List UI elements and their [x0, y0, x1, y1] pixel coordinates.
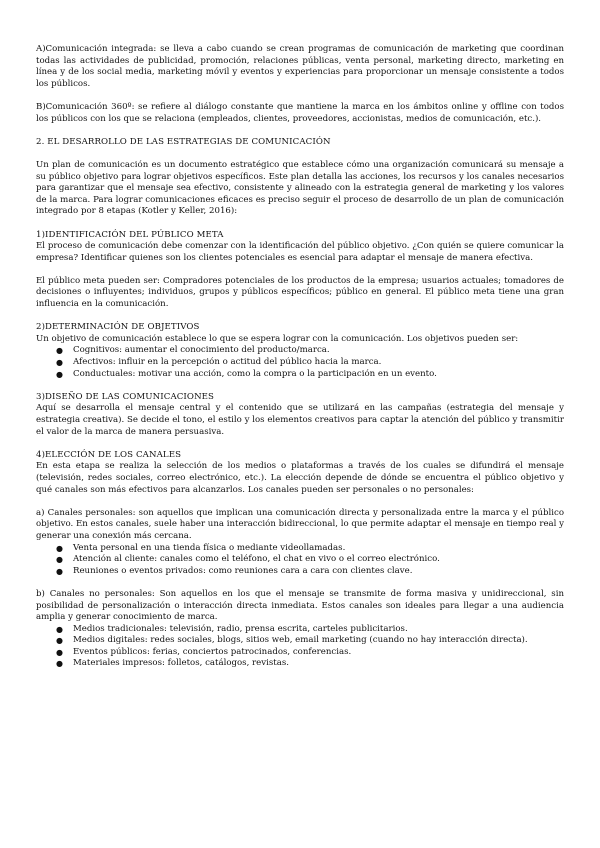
bullet-icon: ● — [56, 636, 63, 646]
paragraph-comunicacion-360: B)Comunicación 360º: se refiere al diálogo constante que mantiene la marca en los ámbitos online y offline con todos los públicos con los que se relaciona (empleados, clientes, proveedores, accionistas, medios de comunicación, etc.). — [36, 101, 564, 124]
heading-determinacion-objetivos: 2)DETERMINACIÓN DE OBJETIVOS — [36, 322, 200, 333]
paragraph-comunicacion-integrada: A)Comunicación integrada: se lleva a cabo cuando se crean programas de comunicación de marketing que coordinan todas las actividades de publicidad, promoción, relaciones públicas, venta personal, marketing directo, marketing en línea y de los social media, marketing móvil y eventos y experiencias para proporcionar un mensaje consistente a todos los públicos. — [36, 44, 564, 89]
paragraph-diseno: Aquí se desarrolla el mensaje central y el contenido que se utilizará en las campañas (estrategia del mensaje y estrategia creativa). Se decide el tono, el estilo y los elementos creativos para captar la atención del público y transmitir el valor de la marca de manera persuasiva. — [36, 403, 564, 437]
bullet-icon: ● — [56, 647, 63, 657]
paragraph-canales-no-personales: b) Canales no personales: Son aquellos en los que el mensaje se transmite de forma masiva y unidireccional, sin posibilidad de personalización o interacción directa inmediata. Estos canales son ideales para llegar a una audiencia amplia y generar conocimiento de marca. — [36, 588, 564, 623]
bullet-icon: ● — [56, 369, 63, 379]
list-item: ● Medios digitales: redes sociales, blogs, sitios web, email marketing (cuando no hay interacción directa). — [56, 635, 528, 646]
list-item: ● Atención al cliente: canales como el teléfono, el chat en vivo o el correo electrónico. — [56, 554, 440, 565]
paragraph-objetivos: Un objetivo de comunicación establece lo que se espera lograr con la comunicación. Los objetivos pueden ser: — [36, 333, 519, 344]
list-objetivos — [36, 345, 564, 380]
list-item: ● Reuniones o eventos privados: como reuniones cara a cara con clientes clave. — [56, 565, 413, 576]
bullet-icon: ● — [56, 659, 63, 669]
heading-eleccion-canales: 4)ELECCIÓN DE LOS CANALES — [36, 449, 182, 460]
section-2-title: 2. EL DESARROLLO DE LAS ESTRATEGIAS DE COMUNICACIÓN — [36, 136, 331, 147]
list-item: ● Afectivos: influir en la percepción o actitud del público hacia la marca. — [56, 357, 382, 368]
bullet-icon: ● — [56, 566, 63, 576]
paragraph-plan-comunicacion: Un plan de comunicación es un documento estratégico que establece cómo una organización comunicará su mensaje a su público objetivo para lograr objetivos específicos. Este plan detalla las acciones, los recursos y los canales necesarios para garantizar que el mensaje sea efectivo, consistente y alineado con la estrategia general de marketing y los valores de la marca. Para lograr comunicaciones eficaces es preciso seguir el proceso de desarrollo de un plan de comunicación integrado por 8 etapas (Kotler y Keller, 2016): — [36, 159, 564, 217]
paragraph-identificacion-b: El público meta pueden ser: Compradores potenciales de los productos de la empresa; usuarios actuales; tomadores de decisiones o influyentes; individuos, grupos y públicos específicos; público en general. El público meta tiene una gran influencia en la comunicación. — [36, 275, 564, 310]
heading-identificacion-publico: 1)IDENTIFICACIÓN DEL PÚBLICO META — [36, 229, 224, 240]
list-item: ● Medios tradicionales: televisión, radio, prensa escrita, carteles publicitarios. — [56, 623, 408, 634]
list-canales-no-personales — [36, 624, 564, 670]
bullet-icon: ● — [56, 346, 63, 356]
paragraph-eleccion-canales: En esta etapa se realiza la selección de los medios o plataformas a través de los cuales se difundirá el mensaje (televisión, redes sociales, correo electrónico, etc.). La elección depende de dónde se encuentra el público objetivo y qué canales son más efectivos para alcanzarlos. Los canales pueden ser personales o no personales: — [36, 461, 564, 495]
list-item: ● Conductuales: motivar una acción, como la compra o la participación en un evento. — [56, 368, 437, 379]
bullet-icon: ● — [56, 555, 63, 565]
list-item: ● Materiales impresos: folletos, catálogos, revistas. — [56, 658, 289, 669]
paragraph-canales-personales: a) Canales personales: son aquellos que implican una comunicación directa y personalizada entre la marca y el público objetivo. En estos canales, suele haber una interacción bidireccional, lo que permite adaptar el mensaje en tiempo real y generar una conexión más cercana. — [36, 507, 564, 541]
heading-diseno-comunicaciones: 3)DISEÑO DE LAS COMUNICACIONES — [36, 391, 215, 402]
list-item: ● Cognitivos: aumentar el conocimiento del producto/marca. — [56, 345, 330, 356]
document-page — [36, 44, 564, 670]
bullet-icon: ● — [56, 624, 63, 634]
list-canales-personales — [36, 543, 564, 578]
paragraph-identificacion-a: El proceso de comunicación debe comenzar con la identificación del público objetivo. ¿Con quién se quiere comunicar la empresa? Identificar quienes son los clientes potenciales es esencial para adaptar el mensaje de manera efectiva. — [36, 241, 564, 263]
bullet-icon: ● — [56, 543, 63, 553]
list-item: ● Venta personal en una tienda física o mediante videollamadas. — [56, 542, 346, 553]
bullet-icon: ● — [56, 358, 63, 368]
list-item: ● Eventos públicos: ferias, conciertos patrocinados, conferencias. — [56, 646, 352, 657]
